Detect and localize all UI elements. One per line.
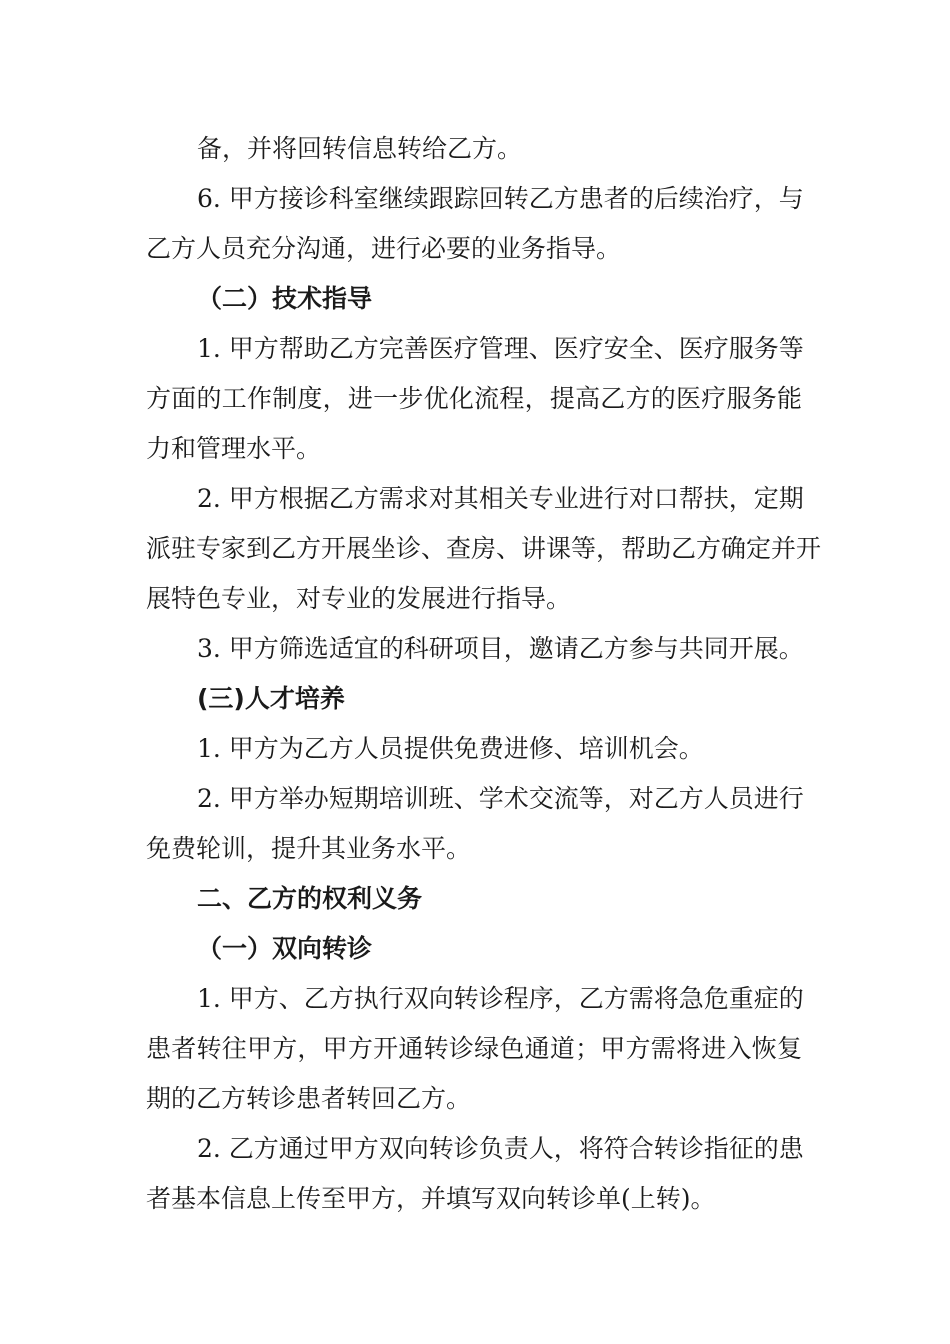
paragraph-line: 派驻专家到乙方开展坐诊、查房、讲课等，帮助乙方确定并开 <box>146 534 822 563</box>
paragraph-line: 免费轮训，提升其业务水平。 <box>146 834 472 863</box>
paragraph-line: 展特色专业，对专业的发展进行指导。 <box>146 584 572 613</box>
paragraph-line: 6. 甲方接诊科室继续跟踪回转乙方患者的后续治疗，与 <box>197 184 804 213</box>
paragraph-line: 2. 甲方根据乙方需求对其相关专业进行对口帮扶，定期 <box>197 484 804 513</box>
paragraph-line: 1. 甲方帮助乙方完善医疗管理、医疗安全、医疗服务等 <box>197 334 804 363</box>
paragraph-line: 力和管理水平。 <box>146 434 322 463</box>
section-heading: （一）双向转诊 <box>197 934 373 963</box>
paragraph-line: 乙方人员充分沟通，进行必要的业务指导。 <box>146 234 622 263</box>
paragraph-line: 2. 甲方举办短期培训班、学术交流等，对乙方人员进行 <box>197 784 804 813</box>
section-heading: 二、乙方的权利义务 <box>197 884 423 913</box>
paragraph-line: 1. 甲方、乙方执行双向转诊程序，乙方需将急危重症的 <box>197 984 804 1013</box>
paragraph-line: 期的乙方转诊患者转回乙方。 <box>146 1084 472 1113</box>
paragraph-line: 者基本信息上传至甲方，并填写双向转诊单(上转)。 <box>146 1184 716 1213</box>
paragraph-line: 方面的工作制度，进一步优化流程，提高乙方的医疗服务能 <box>146 384 802 413</box>
paragraph-line: 1. 甲方为乙方人员提供免费进修、培训机会。 <box>197 734 704 763</box>
section-heading: （二）技术指导 <box>197 284 373 313</box>
paragraph-line: 3. 甲方筛选适宜的科研项目，邀请乙方参与共同开展。 <box>197 634 804 663</box>
paragraph-line: 2. 乙方通过甲方双向转诊负责人，将符合转诊指征的患 <box>197 1134 804 1163</box>
paragraph-line: 患者转往甲方，甲方开通转诊绿色通道；甲方需将进入恢复 <box>146 1034 802 1063</box>
paragraph-line: 备，并将回转信息转给乙方。 <box>197 134 523 163</box>
section-heading: (三)人才培养 <box>197 684 345 713</box>
